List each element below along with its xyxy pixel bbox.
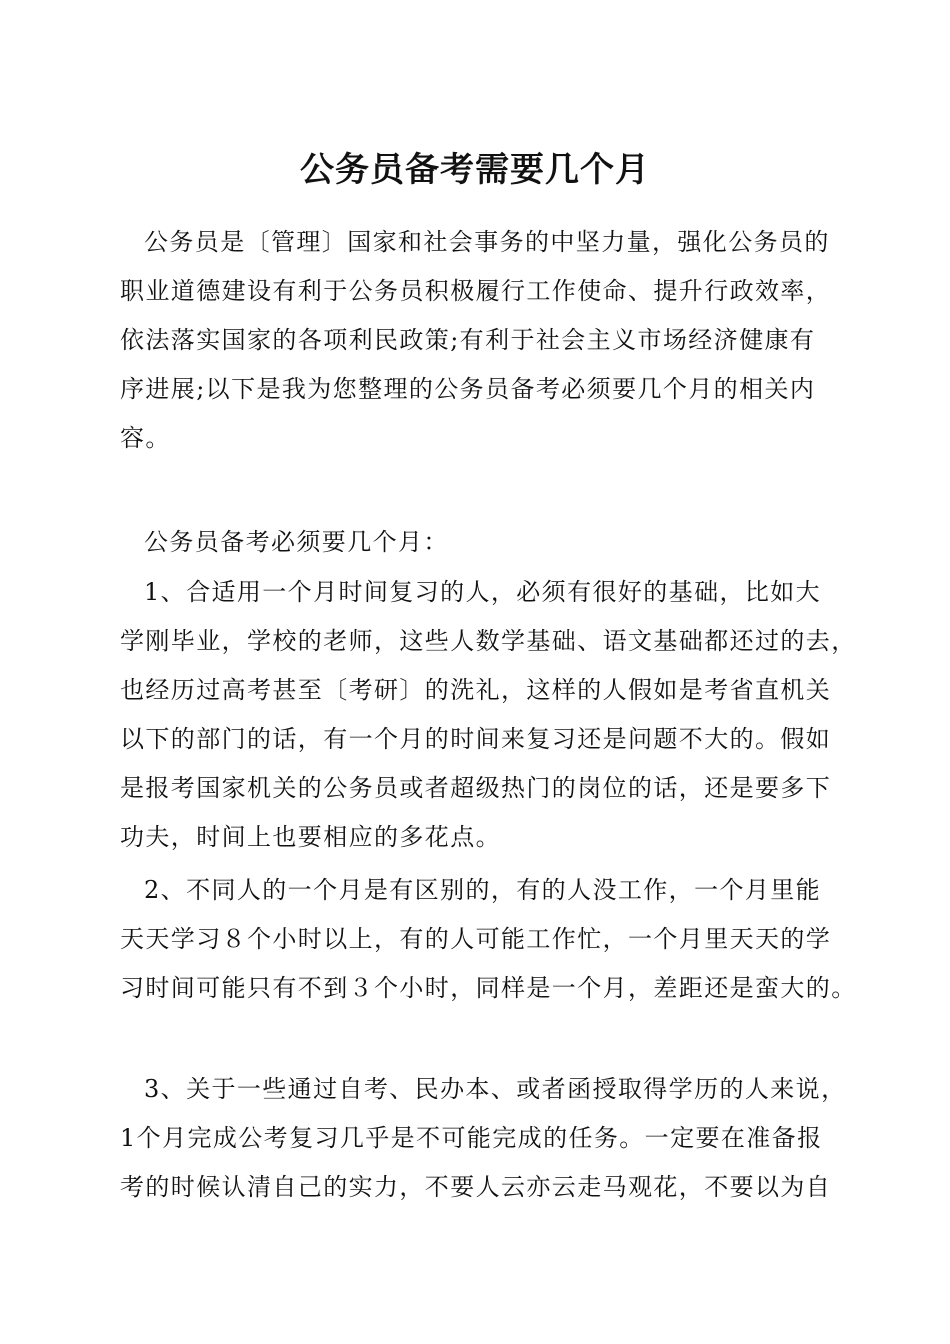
paragraph-point-3 [120,1065,846,1212]
paragraph-line: 职业道德建设有利于公务员积极履行工作使命、提升行政效率， [120,277,832,305]
paragraph-heading [120,518,449,567]
paragraph-point-1 [120,568,857,862]
paragraph-line: 公务员是〔管理〕国家和社会事务的中坚力量，强化公务员的 [144,228,830,256]
paragraph-line: 是报考国家机关的公务员或者超级热门的岗位的话，还是要多下 [120,774,832,802]
paragraph-point-2 [120,866,857,1013]
paragraph-line: 公务员备考必须要几个月： [144,528,449,556]
paragraph-line: 依法落实国家的各项利民政策;有利于社会主义市场经济健康有 [120,326,816,354]
paragraph-line: 1、合适用一个月时间复习的人，必须有很好的基础，比如大 [144,578,822,606]
paragraph-line: 1个月完成公考复习几乎是不可能完成的任务。一定要在准备报 [120,1124,823,1152]
document-title: 公务员备考需要几个月 [300,150,650,190]
paragraph-line: 2、不同人的一个月是有区别的，有的人没工作，一个月里能 [144,876,822,904]
paragraph-line: 考的时候认清自己的实力，不要人云亦云走马观花，不要以为自 [120,1173,832,1201]
paragraph-line: 功夫，时间上也要相应的多花点。 [120,823,501,851]
paragraph-line: 以下的部门的话，有一个月的时间来复习还是问题不大的。假如 [120,725,832,753]
paragraph-line: 学刚毕业，学校的老师，这些人数学基础、语文基础都还过的去， [120,627,857,655]
paragraph-intro [120,218,831,463]
paragraph-line: 容。 [120,424,171,452]
paragraph-line: 序进展;以下是我为您整理的公务员备考必须要几个月的相关内 [120,375,816,403]
paragraph-line: 也经历过高考甚至〔考研〕的洗礼，这样的人假如是考省直机关 [120,676,832,704]
paragraph-line: 天天学习８个小时以上，有的人可能工作忙，一个月里天天的学 [120,925,832,953]
paragraph-line: 3、关于一些通过自考、民办本、或者函授取得学历的人来说， [144,1075,847,1103]
paragraph-line: 习时间可能只有不到３个小时，同样是一个月，差距还是蛮大的。 [120,974,857,1002]
